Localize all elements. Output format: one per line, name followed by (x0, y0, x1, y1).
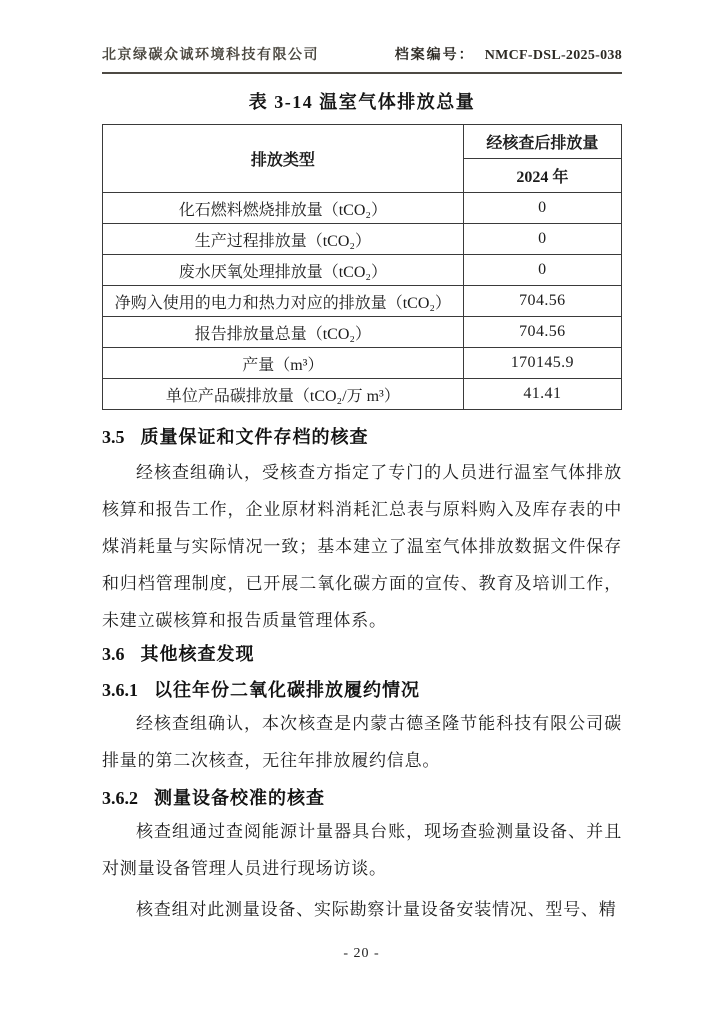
section-number: 3.6.2 (102, 788, 138, 808)
row-label: 产量（m³） (103, 348, 464, 379)
column-header-type: 排放类型 (103, 125, 464, 193)
row-label: 化石燃料燃烧排放量（tCO₂） (103, 193, 464, 224)
row-value: 41.41 (463, 379, 621, 410)
row-value: 704.56 (463, 286, 621, 317)
file-number-label: 档案编号： (394, 48, 475, 63)
section-heading-3-5 (102, 424, 622, 450)
row-label: 生产过程排放量（tCO₂） (103, 224, 464, 255)
row-value: 704.56 (463, 317, 621, 348)
row-value: 0 (463, 224, 621, 255)
column-header-verified: 经核查后排放量 (463, 125, 621, 159)
file-number (395, 44, 622, 64)
row-label: 废水厌氧处理排放量（tCO₂） (103, 255, 464, 286)
row-label: 报告排放量总量（tCO₂） (103, 317, 464, 348)
table-row (103, 379, 622, 410)
row-label: 净购入使用的电力和热力对应的排放量（tCO₂） (103, 286, 464, 317)
row-value: 0 (463, 255, 621, 286)
paragraph-3-6-2-a: 核查组通过查阅能源计量器具台账，现场查验测量设备、并且对测量设备管理人员进行现场访谈。 (102, 822, 622, 878)
table-row (103, 317, 622, 348)
section-title: 以往年份二氧化碳排放履约情况 (154, 680, 420, 700)
section-title: 质量保证和文件存档的核查 (140, 427, 369, 447)
paragraph-3-6-2-b: 核查组对此测量设备、实际勘察计量设备安装情况、型号、精 (136, 900, 617, 919)
section-heading-3-6-2 (102, 785, 622, 811)
section-heading-3-6 (102, 641, 622, 667)
table-row (103, 286, 622, 317)
page-content (102, 84, 622, 928)
row-value: 170145.9 (463, 348, 621, 379)
emissions-table (102, 124, 622, 410)
table-row (103, 348, 622, 379)
file-number-value: NMCF-DSL-2025-038 (484, 48, 622, 63)
column-header-year: 2024 年 (463, 159, 621, 193)
section-number: 3.5 (102, 427, 125, 447)
table-row (103, 224, 622, 255)
row-value: 0 (463, 193, 621, 224)
table-row (103, 255, 622, 286)
section-title: 其他核查发现 (140, 644, 255, 664)
row-label: 单位产品碳排放量（tCO₂/万 m³） (103, 379, 464, 410)
table-row (103, 193, 622, 224)
section-number: 3.6 (102, 644, 125, 664)
page-header (102, 44, 622, 74)
section-title: 测量设备校准的核查 (154, 788, 325, 808)
company-name: 北京绿碳众诚环境科技有限公司 (102, 48, 319, 63)
paragraph-3-6-1: 经核查组确认，本次核查是内蒙古德圣隆节能科技有限公司碳排量的第二次核查，无往年排放履约信息。 (102, 714, 622, 770)
page-footer (0, 946, 723, 962)
page-number: - 20 - (343, 946, 380, 961)
section-heading-3-6-1 (102, 677, 622, 703)
table-title: 表 3-14 温室气体排放总量 (248, 92, 476, 112)
section-number: 3.6.1 (102, 680, 138, 700)
paragraph-3-5: 经核查组确认，受核查方指定了专门的人员进行温室气体排放核算和报告工作，企业原材料消耗汇总表与原料购入及库存表的中煤消耗量与实际情况一致；基本建立了温室气体排放数据文件保存和归档管理制度，已开展二氧化碳方面的宣传、教育及培训工作，未建立碳核算和报告质量管理体系。 (102, 463, 622, 630)
